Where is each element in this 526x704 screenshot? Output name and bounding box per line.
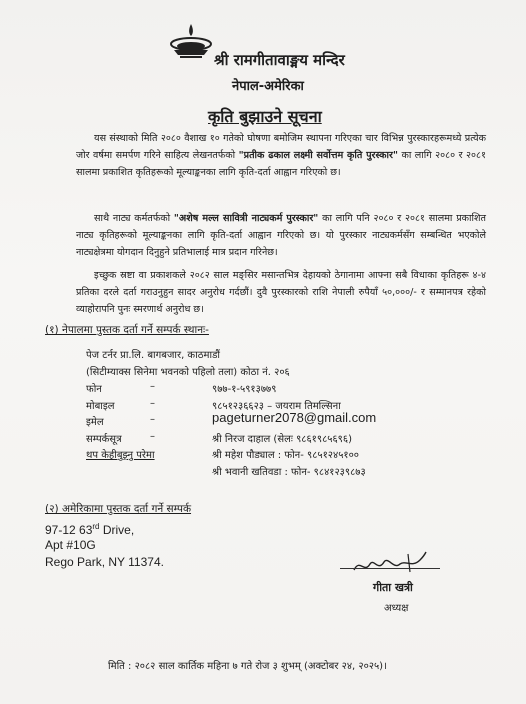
nepal-address-line-1: पेज टर्नर प्रा.लि. बागबजार, काठमाडौं: [86, 350, 221, 361]
email-label: इमेल: [86, 417, 104, 428]
paragraph-1-text: यस संस्थाको मिति २०८० वैशाख १० गतेको घोषणा बमोजिम स्थापना गरिएका चार विभिन्न पुरस्कारहरूमध्ये प्रत्येक जोर वर्षमा समर्पण गरिने साहित्य लेखनतर्फको: [76, 133, 486, 161]
mobile-dash: –: [150, 398, 155, 409]
organization-name: श्री रामगीतावाङ्मय मन्दिर: [214, 51, 345, 69]
signer-title: अध्यक्ष: [384, 603, 409, 614]
paragraph-3-text: इच्छुक स्रष्टा वा प्रकाशकले २०८२ साल मङ्सिर मसान्तभित्र देहायको ठेगानामा आफ्ना सबै विधाका कृतिहरू ४-४ प्रतिका दरले दर्ता गराउनुहुन सादर अनुरोध गर्दछौं। दुवै पुरस्कारको राशि नेपाली रुपैयाँ ५०,०००/- र सम्मानपत्र रहेको व्याहोरापनि पुनः स्मरणार्थ अनुरोध छ।: [76, 270, 486, 315]
contact-person-label: सम्पर्कसूत्र: [86, 434, 122, 445]
us-address-line-2: Apt #10G: [45, 538, 96, 552]
us-address-street: Drive,: [99, 523, 135, 537]
signature-image: [350, 548, 430, 578]
section-1-heading: (१) नेपालमा पुस्तक दर्ता गर्ने सम्पर्क स्थानः-: [45, 324, 209, 336]
phone-dash: –: [150, 381, 155, 392]
phone-value: ९७७-१-५९१३७७९: [212, 384, 277, 395]
contact-person-value: श्री निरज दाहाल (सेलः ९८६१९८५६९६): [212, 434, 352, 445]
us-address-line-1: [45, 522, 134, 537]
paragraph-1: [76, 130, 486, 181]
us-address-street-number: 97-12 63: [45, 523, 93, 537]
paragraph-2: [76, 210, 486, 261]
mobile-label: मोबाइल: [86, 401, 115, 412]
award-name-ashesh: "अशेष मल्ल सावित्री नाट्यकर्म पुरस्कार": [173, 213, 319, 224]
notice-title: कृति बुझाउने सूचना: [208, 107, 322, 126]
phone-label: फोन: [86, 384, 102, 395]
contact-person-dash: –: [150, 431, 155, 442]
further-info-label: थप केहीबुझ्नु परेमा: [86, 450, 155, 461]
us-address-line-3: Rego Park, NY 11374.: [45, 555, 164, 569]
mobile-value: ९८५१२३६६२३ – जयराम तिमल्सिना: [212, 401, 341, 412]
further-info-contact-1: श्री महेश पौड्याल : फोन- ९८५१२४५१००: [212, 450, 359, 461]
paragraph-2-text-end: का लागि पनि २०८० र २०८१ सालमा प्रकाशित नाट्य कृतिहरूको मूल्याङ्कनका लागि कृति-दर्ता आह्वान गरिएको छ। यो पुरस्कार नाट्यकर्मसँग सम्बन्धित भएकोले नाट्यक्षेत्रमा योगदान दिनुहुने प्रतिभालाई मात्र प्रदान गरिनेछ।: [76, 213, 487, 258]
email-value[interactable]: pageturner2078@gmail.com: [212, 410, 377, 425]
paragraph-1-text-end: का लागि २०८० र २०८१ सालमा प्रकाशित कृतिहरूको मूल्याङ्कनका लागि कृति-दर्ता आह्वान गरिएको छ।: [76, 150, 486, 178]
signer-name: गीता खत्री: [373, 581, 413, 594]
us-address-ordinal: rd: [92, 522, 100, 531]
award-name-prateek: "प्रतीक ढकाल लक्ष्मी सर्वोत्तम कृति पुरस्कार": [238, 150, 398, 161]
footer-date: मिति : २०८२ साल कार्तिक महिना ७ गते रोज ३ शुभम् (अक्टोबर २४, २०२५)।: [108, 661, 387, 672]
paragraph-3: [76, 267, 486, 318]
paragraph-2-text: साथै नाट्य कर्मतर्फको: [94, 213, 174, 224]
email-dash: –: [150, 414, 155, 425]
further-info-contact-2: श्री भवानी खतिवडा : फोन- ९८४१२३९८७३: [212, 467, 366, 478]
organization-subtitle: नेपाल-अमेरिका: [232, 79, 304, 94]
signature-line: [340, 568, 440, 569]
lamp-logo-icon: [168, 22, 214, 60]
section-2-heading: (२) अमेरिकामा पुस्तक दर्ता गर्ने सम्पर्क: [45, 503, 192, 515]
nepal-address-line-2: (सिटीम्याक्स सिनेमा भवनको पहिलो तला) कोठा नं. २०६: [86, 367, 290, 378]
